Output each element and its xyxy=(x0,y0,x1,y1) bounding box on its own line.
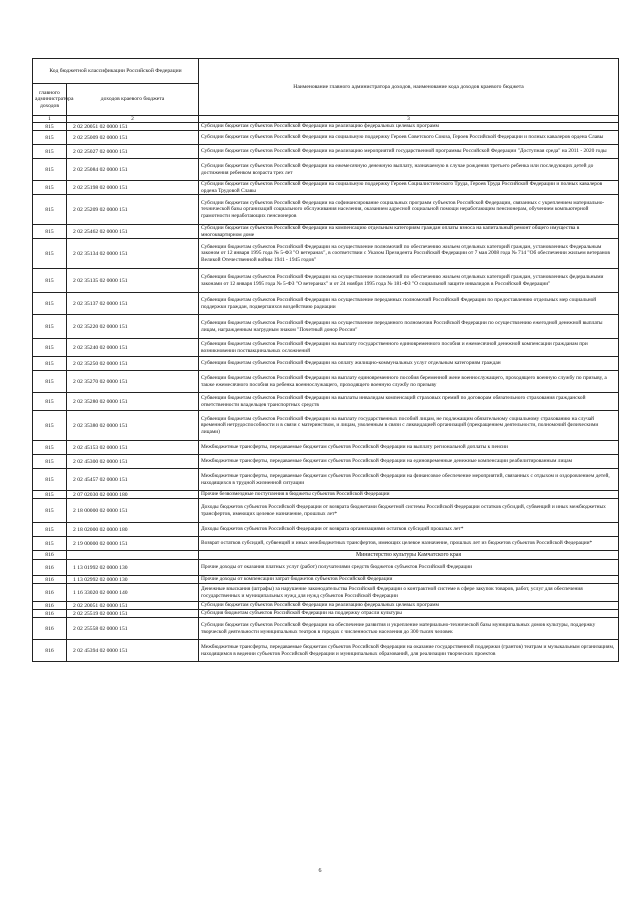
revenue-code-cell: 1 13 01992 02 0000 130 xyxy=(67,560,199,576)
revenue-name-cell: Субвенции бюджетам субъектов Российской Федерации на выплаты инвалидам компенсаций страховых премий по договорам обязательного страхования гражданской ответственности владельцев транспортных средств xyxy=(199,393,619,411)
table-row xyxy=(33,537,619,551)
table-row xyxy=(33,145,619,159)
admin-code-cell: 816 xyxy=(33,602,67,610)
revenue-code-cell: 2 02 25519 02 0000 151 xyxy=(67,610,199,618)
admin-code-cell: 816 xyxy=(33,610,67,618)
table-row xyxy=(33,239,619,269)
revenue-code-cell: 2 02 25209 02 0000 151 xyxy=(67,195,199,225)
revenue-code-cell: 2 02 35134 02 0000 151 xyxy=(67,239,199,269)
column-numbers-row xyxy=(33,116,619,123)
revenue-code-cell: 2 02 25084 02 0000 151 xyxy=(67,159,199,181)
revenue-code-cell: 2 02 35135 02 0000 151 xyxy=(67,269,199,293)
revenue-name-cell: Доходы бюджетов субъектов Российской Федерации от возврата организациями остатков субсидий прошлых лет* xyxy=(199,523,619,537)
table-row xyxy=(33,293,619,315)
table-row xyxy=(33,195,619,225)
admin-code-cell: 815 xyxy=(33,491,67,499)
table-row xyxy=(33,469,619,491)
admin-code-cell: 815 xyxy=(33,269,67,293)
table-body xyxy=(33,123,619,662)
revenue-code-cell: 2 18 02000 02 0000 180 xyxy=(67,523,199,537)
page-number: 6 xyxy=(318,868,322,874)
revenue-code-cell: 2 02 35250 02 0000 151 xyxy=(67,357,199,371)
table-row xyxy=(33,640,619,662)
admin-code-cell: 815 xyxy=(33,523,67,537)
revenue-code-cell: 2 02 35220 02 0000 151 xyxy=(67,315,199,339)
admin-code-cell: 816 xyxy=(33,584,67,602)
admin-code-cell: 815 xyxy=(33,499,67,523)
admin-code-cell: 815 xyxy=(33,181,67,195)
table-row xyxy=(33,131,619,145)
header-admin: главного администратора доходов xyxy=(33,84,67,116)
admin-code-cell: 815 xyxy=(33,469,67,491)
revenue-code-cell: 2 02 25027 02 0000 151 xyxy=(67,145,199,159)
admin-code-cell: 815 xyxy=(33,195,67,225)
revenue-name-cell: Межбюджетные трансферты, передаваемые бюджетам субъектов Российской Федерации на финансовое обеспечение мероприятий, связанных с отдыхом и оздоровлением детей, находящихся в трудной жизненной ситуации xyxy=(199,469,619,491)
revenue-name-cell: Субвенции бюджетам субъектов Российской Федерации на выплату единовременного пособия беременной жене военнослужащего, проходящего военную службу по призыву, а также ежемесячного пособия на ребенка военнослужащего, проходящего военную службу по призыву xyxy=(199,371,619,393)
table-row xyxy=(33,181,619,195)
revenue-name-cell: Субсидии бюджетам субъектов Российской Федерации на ежемесячную денежную выплату, назначаемую в случае рождения третьего ребенка или последующих детей до достижения ребенком возраста трех лет xyxy=(199,159,619,181)
header-revenue-code: доходов краевого бюджета xyxy=(67,84,199,116)
revenue-name-cell: Доходы бюджетов субъектов Российской Федерации от возврата бюджетами бюджетной системы Российской Федерации остатков субсидий, субвенций и иных межбюджетных трансфертов, имеющих целевое назначение, прошлых лет* xyxy=(199,499,619,523)
admin-code-cell: 816 xyxy=(33,560,67,576)
revenue-code-cell: 2 18 00000 02 0000 151 xyxy=(67,499,199,523)
revenue-code-cell: 2 02 45394 02 0000 151 xyxy=(67,640,199,662)
admin-code-cell: 815 xyxy=(33,159,67,181)
admin-code-cell: 815 xyxy=(33,455,67,469)
admin-code-cell: 815 xyxy=(33,131,67,145)
revenue-name-cell: Возврат остатков субсидий, субвенций и иных межбюджетных трансфертов, имеющих целевое назначение, прошлых лет из бюджетов субъектов Российской Федерации* xyxy=(199,537,619,551)
admin-code-cell: 815 xyxy=(33,123,67,131)
revenue-name-cell: Субсидии бюджетам субъектов Российской Федерации на обеспечение развития и укрепление материально-технической базы муниципальных домов культуры, поддержку творческой деятельности муниципальных театров в городах с численностью населения до 300 тысяч человек xyxy=(199,618,619,640)
table-row xyxy=(33,225,619,239)
revenue-name-cell: Субвенции бюджетам субъектов Российской Федерации на осуществление переданного полномочия Российской Федерации по осуществлению ежегодной денежной выплаты лицам, награжденным нагрудным знаком "Почетный донор России" xyxy=(199,315,619,339)
revenue-code-cell: 2 02 45153 02 0000 151 xyxy=(67,441,199,455)
revenue-classification-document xyxy=(32,58,618,662)
admin-code-cell: 815 xyxy=(33,393,67,411)
table-row xyxy=(33,441,619,455)
revenue-name-cell: Субсидии бюджетам субъектов Российской Федерации на софинансирование социальных программ субъектов Российской Федерации, связанных с укреплением материально-технической базы организаций социального обслуживания населения, оказанием адресной социальной помощи неработающим пенсионерам, обучением компьютерной грамотности неработающих пенсионеров xyxy=(199,195,619,225)
table-row xyxy=(33,315,619,339)
revenue-code-cell: 1 16 33020 02 0000 140 xyxy=(67,584,199,602)
table-row xyxy=(33,584,619,602)
table-row xyxy=(33,618,619,640)
revenue-name-cell: Субсидии бюджетам субъектов Российской Федерации на реализацию мероприятий государственной программы Российской Федерации "Доступная среда" на 2011 - 2020 годы xyxy=(199,145,619,159)
section-row xyxy=(33,551,619,560)
table-row xyxy=(33,560,619,576)
admin-code-cell: 815 xyxy=(33,145,67,159)
revenue-code-cell: 2 02 25558 02 0000 151 xyxy=(67,618,199,640)
table-row xyxy=(33,523,619,537)
admin-code-cell: 816 xyxy=(33,640,67,662)
table-row xyxy=(33,491,619,499)
revenue-name-cell: Субвенции бюджетам субъектов Российской Федерации на осуществление полномочий по обеспечению жильем отдельных категорий граждан, установленных федеральными законами от 12 января 1995 года № 5-ФЗ "О ветеранах" и от 24 ноября 1995 года № 181-ФЗ "О социальной защите инвалидов в Российской Федерации" xyxy=(199,269,619,293)
revenue-code-cell xyxy=(67,551,199,560)
revenue-name-cell: Субвенции бюджетам субъектов Российской Федерации на осуществление полномочий по обеспечению жильем отдельных категорий граждан, установленных Федеральным законом от 12 января 1995 года № 5-ФЗ "О ветеранах", в соответствии с Указом Президента Российской Федерации от 7 мая 2008 года № 714 "Об обеспечении жильем ветеранов Великой Отечественной войны 1941 - 1945 годов" xyxy=(199,239,619,269)
revenue-code-cell: 2 02 35380 02 0000 151 xyxy=(67,411,199,441)
table-row xyxy=(33,576,619,584)
header-name: Наименование главного администратора доходов, наименование кода доходов краевого бюджета xyxy=(199,59,619,116)
admin-code-cell: 815 xyxy=(33,225,67,239)
revenue-code-cell: 2 02 25009 02 0000 151 xyxy=(67,131,199,145)
revenue-code-cell: 2 02 35137 02 0000 151 xyxy=(67,293,199,315)
admin-code-cell: 816 xyxy=(33,551,67,560)
revenue-name-cell: Субсидии бюджетам субъектов Российской Федерации на социальную поддержку Героев Советского Союза, Героев Российской Федерации и полных кавалеров ордена Славы xyxy=(199,131,619,145)
revenue-table xyxy=(32,58,619,662)
table-row xyxy=(33,371,619,393)
admin-code-cell: 815 xyxy=(33,357,67,371)
header-budget-classification: Код бюджетной классификации Российской Федерации xyxy=(33,59,199,84)
revenue-name-cell: Субсидии бюджетам субъектов Российской Федерации на компенсацию отдельным категориям граждан оплаты взноса на капитальный ремонт общего имущества в многоквартирном доме xyxy=(199,225,619,239)
revenue-code-cell: 2 19 00000 02 0000 151 xyxy=(67,537,199,551)
revenue-name-cell: Субвенции бюджетам субъектов Российской Федерации на выплату государственного единовременного пособия и ежемесячной денежной компенсации гражданам при возникновении поствакцинальных осложнений xyxy=(199,339,619,357)
revenue-code-cell: 2 02 25462 02 0000 151 xyxy=(67,225,199,239)
admin-code-cell: 816 xyxy=(33,618,67,640)
revenue-code-cell: 2 02 45300 02 0000 151 xyxy=(67,455,199,469)
table-row xyxy=(33,411,619,441)
admin-code-cell: 815 xyxy=(33,339,67,357)
revenue-name-cell: Субвенции бюджетам субъектов Российской Федерации на осуществление переданных полномочий Российской Федерации по предоставлению отдельных мер социальной поддержки граждан, подвергшихся воздействию радиации xyxy=(199,293,619,315)
section-title-cell: Министерство культуры Камчатского края xyxy=(199,551,619,560)
revenue-name-cell: Субвенции бюджетам субъектов Российской Федерации на выплату государственных пособий лицам, не подлежащим обязательному социальному страхованию на случай временной нетрудоспособности и в связи с материнством, и лицам, уволенным в связи с ликвидацией организаций (прекращением деятельности, полномочий физическими лицами) xyxy=(199,411,619,441)
revenue-code-cell: 2 07 02030 02 0000 180 xyxy=(67,491,199,499)
table-row xyxy=(33,159,619,181)
table-row xyxy=(33,610,619,618)
admin-code-cell: 816 xyxy=(33,576,67,584)
admin-code-cell: 815 xyxy=(33,315,67,339)
revenue-code-cell: 2 02 20051 02 0000 151 xyxy=(67,602,199,610)
revenue-name-cell: Межбюджетные трансферты, передаваемые бюджетам субъектов Российской Федерации на единовременные денежные компенсации реабилитированным лицам xyxy=(199,455,619,469)
table-row xyxy=(33,455,619,469)
revenue-code-cell: 2 02 35240 02 0000 151 xyxy=(67,339,199,357)
table-row xyxy=(33,339,619,357)
revenue-name-cell: Прочие безвозмездные поступления в бюджеты субъектов Российской Федерации xyxy=(199,491,619,499)
column-number-1: 1 xyxy=(33,116,67,123)
admin-code-cell: 815 xyxy=(33,293,67,315)
column-number-3: 3 xyxy=(199,116,619,123)
revenue-code-cell: 2 02 20051 02 0000 151 xyxy=(67,123,199,131)
table-row xyxy=(33,393,619,411)
table-row xyxy=(33,499,619,523)
revenue-name-cell: Субсидия бюджетам субъектов Российской Федерации на поддержку отрасли культуры xyxy=(199,610,619,618)
column-number-2: 2 xyxy=(67,116,199,123)
revenue-name-cell: Прочие доходы от компенсации затрат бюджетов субъектов Российской Федерации xyxy=(199,576,619,584)
admin-code-cell: 815 xyxy=(33,239,67,269)
revenue-code-cell: 2 02 45457 02 0000 151 xyxy=(67,469,199,491)
table-row xyxy=(33,269,619,293)
revenue-code-cell: 1 13 02992 02 0000 130 xyxy=(67,576,199,584)
revenue-name-cell: Субсидии бюджетам субъектов Российской Федерации на реализацию федеральных целевых программ xyxy=(199,602,619,610)
admin-code-cell: 815 xyxy=(33,371,67,393)
admin-code-cell: 815 xyxy=(33,537,67,551)
table-row xyxy=(33,357,619,371)
revenue-name-cell: Денежные взыскания (штрафы) за нарушение законодательства Российской Федерации о контрактной системе в сфере закупок товаров, работ, услуг для обеспечения государственных и муниципальных нужд для нужд субъектов Российской Федерации xyxy=(199,584,619,602)
revenue-name-cell: Субсидии бюджетам субъектов Российской Федерации на социальную поддержку Героев Социалистического Труда, Героев Труда Российской Федерации и полных кавалеров ордена Трудовой Славы xyxy=(199,181,619,195)
admin-code-cell: 815 xyxy=(33,411,67,441)
revenue-name-cell: Прочие доходы от оказания платных услуг (работ) получателями средств бюджетов субъектов Российской Федерации xyxy=(199,560,619,576)
revenue-name-cell: Субвенции бюджетам субъектов Российской Федерации на оплату жилищно-коммунальных услуг отдельным категориям граждан xyxy=(199,357,619,371)
revenue-code-cell: 2 02 35270 02 0000 151 xyxy=(67,371,199,393)
revenue-name-cell: Межбюджетные трансферты, передаваемые бюджетам субъектов Российской Федерации на выплату региональной доплаты к пенсии xyxy=(199,441,619,455)
revenue-name-cell: Субсидии бюджетам субъектов Российской Федерации на реализацию федеральных целевых программ xyxy=(199,123,619,131)
revenue-code-cell: 2 02 25198 02 0000 151 xyxy=(67,181,199,195)
revenue-name-cell: Межбюджетные трансферты, передаваемые бюджетам субъектов Российской Федерации на оказание государственной поддержки (грантов) театрам и музыкальным организациям, находящимся в ведении субъектов Российской Федерации и муниципальных образований, для реализации творческих проектов xyxy=(199,640,619,662)
table-row xyxy=(33,602,619,610)
table-row xyxy=(33,123,619,131)
revenue-code-cell: 2 02 35280 02 0000 151 xyxy=(67,393,199,411)
admin-code-cell: 815 xyxy=(33,441,67,455)
table-header xyxy=(33,59,619,123)
